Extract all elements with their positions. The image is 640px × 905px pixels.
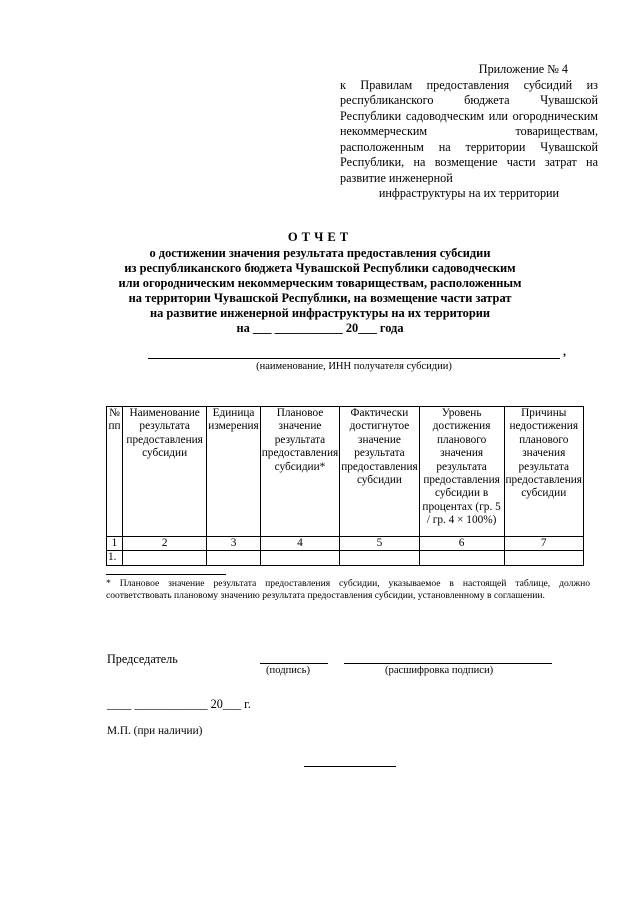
recipient-comma: , — [563, 344, 566, 358]
column-number: 1 — [107, 537, 123, 551]
column-number: 4 — [260, 537, 339, 551]
end-divider — [304, 766, 396, 767]
recipient-block — [148, 344, 566, 372]
header-cell: Плановое значение результата предоставления субсидии* — [260, 407, 339, 537]
table-row — [107, 551, 584, 565]
table-cell — [340, 551, 419, 565]
column-number: 7 — [504, 537, 584, 551]
column-number: 6 — [419, 537, 504, 551]
date-line: ____ ____________ 20___ г. — [107, 697, 251, 711]
table-cell — [207, 551, 260, 565]
report-period-line: на ___ ___________ 20___ года — [236, 321, 404, 335]
report-title-line: или огородническим некоммерческим товариществам, расположенным — [118, 276, 522, 290]
report-title: ОТЧЕТ — [287, 230, 353, 244]
table-cell — [123, 551, 207, 565]
seal-label: М.П. (при наличии) — [107, 725, 203, 737]
header-cell: Фактически достигнутое значение результата предоставления субсидии — [340, 407, 419, 537]
appendix-title: Приложение № 4 — [478, 62, 568, 76]
signature-caption: (подпись) — [266, 665, 310, 676]
column-number: 3 — [207, 537, 260, 551]
table-header-row — [107, 407, 584, 537]
report-title-block — [60, 230, 580, 336]
appendix-last-line: инфраструктуры на их территории — [378, 186, 560, 200]
footnote-divider — [106, 574, 226, 575]
column-number-row — [107, 537, 584, 551]
table-cell: 1. — [107, 551, 123, 565]
signature-name-line — [344, 663, 552, 664]
column-number: 5 — [340, 537, 419, 551]
table-cell — [260, 551, 339, 565]
header-cell: Единица измерения — [207, 407, 260, 537]
recipient-caption: (наименование, ИНН получателя субсидии) — [256, 361, 452, 372]
table-cell — [419, 551, 504, 565]
signer-role: Председатель — [107, 652, 178, 666]
header-cell: Наименование результата предоставления субсидии — [123, 407, 207, 537]
header-cell: Уровень достижения планового значения результата предоставления субсидии в процентах (гр. 5 / гр. 4 × 100%) — [419, 407, 504, 537]
signature-line — [260, 663, 328, 664]
footnote: * Плановое значение результата предоставления субсидии, указываемое в настоящей таблице, должно соответствовать плановому значению результата предоставления субсидии, установленному в соглашении. — [106, 578, 590, 601]
report-title-line: на территории Чувашской Республики, на возмещение части затрат — [128, 291, 512, 305]
report-table — [106, 406, 584, 566]
header-cell: Причины недостижения планового значения результата предоставления субсидии — [504, 407, 584, 537]
report-title-line: о достижении значения результата предоставления субсидии — [149, 246, 491, 260]
report-title-line: из республиканского бюджета Чувашской Республики садоводческим — [124, 261, 516, 275]
table-cell — [504, 551, 584, 565]
appendix-body: к Правилам предоставления субсидий из республиканского бюджета Чувашской Республики садоводческим или огородническим некоммерческим товариществам, расположенным на территории Чувашской Республики, на возмещение части затрат на развитие инженерной — [340, 77, 598, 185]
column-number: 2 — [123, 537, 207, 551]
recipient-fill-line — [148, 346, 560, 359]
report-title-line: на развитие инженерной инфраструктуры на их территории — [149, 306, 491, 320]
appendix-block — [340, 62, 598, 202]
signature-name-caption: (расшифровка подписи) — [385, 665, 494, 676]
header-cell: № пп — [107, 407, 123, 537]
